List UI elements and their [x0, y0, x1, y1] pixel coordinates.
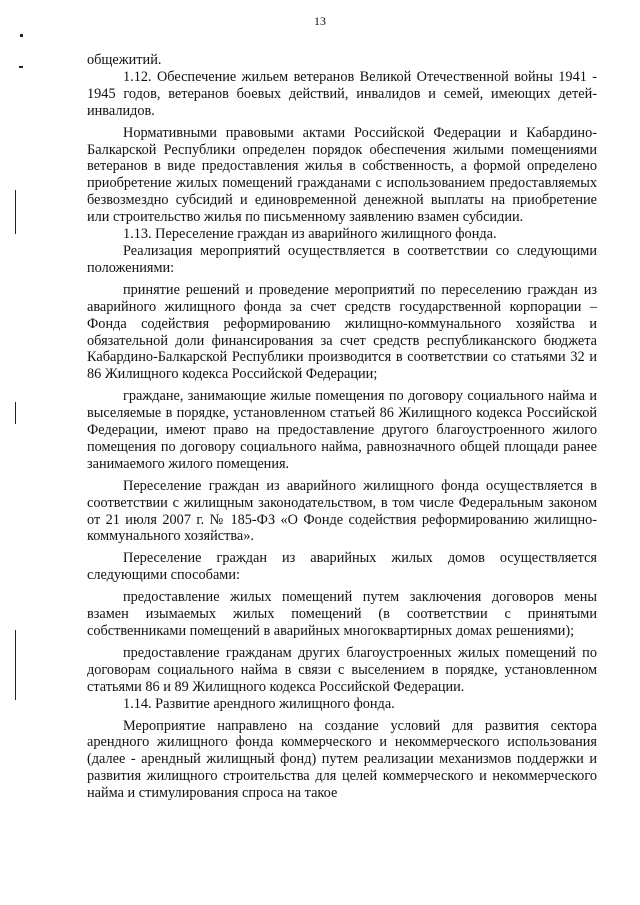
- list-item: предоставление гражданам других благоустроенных жилых помещений по договорам социального найма в связи с выселением в порядке, установленном статьями 86 и 89 Жилищного кодекса Российской Федерации.: [87, 644, 597, 695]
- document-body: [87, 52, 597, 802]
- paragraph: Переселение граждан из аварийных жилых домов осуществляется следующими способами:: [87, 550, 597, 584]
- scan-mark: [15, 402, 16, 424]
- section-heading-1-12: 1.12. Обеспечение жильем ветеранов Великой Отечественной войны 1941 - 1945 годов, ветеранов боевых действий, инвалидов и семей, имеющих детей-инвалидов.: [87, 68, 597, 119]
- list-item: принятие решений и проведение мероприятий по переселению граждан из аварийного жилищного фонда за счет средств государственной корпорации – Фонда содействия реформированию жилищно-коммунального хозяйства и обязательной доли финансирования за счет средств республиканского бюджета Кабардино-Балкарской Республики производится в соответствии со статьями 32 и 86 Жилищного кодекса Российской Федерации;: [87, 281, 597, 383]
- list-item: граждане, занимающие жилые помещения по договору социального найма и выселяемые в порядке, установленном статьей 86 Жилищного кодекса Российской Федерации, имеют право на предоставление другого благоустроенного жилого помещения по договору социального найма, равнозначного общей площади ранее занимаемого жилого помещения.: [87, 388, 597, 472]
- paragraph: Реализация мероприятий осуществляется в соответствии со следующими положениями:: [87, 242, 597, 276]
- section-heading-1-14: 1.14. Развитие арендного жилищного фонда.: [123, 695, 395, 712]
- paragraph-continuation: общежитий.: [87, 52, 162, 68]
- list-item: предоставление жилых помещений путем заключения договоров мены взамен изымаемых жилых помещений (в соответствии с принятыми собственниками помещений в аварийных многоквартирных домах решениями);: [87, 589, 597, 639]
- page-number: 13: [314, 14, 326, 28]
- scan-mark: [20, 34, 23, 37]
- scan-mark: [15, 630, 16, 700]
- scan-mark: [15, 190, 16, 234]
- paragraph: Переселение граждан из аварийного жилищного фонда осуществляется в соответствии с жилищным законодательством, в том числе Федеральным законом от 21 июля 2007 г. № 185-ФЗ «О Фонде содействия реформированию жилищно-коммунального хозяйства».: [87, 477, 597, 545]
- paragraph: Нормативными правовыми актами Российской Федерации и Кабардино-Балкарской Республики определен порядок обеспечения жилыми помещениями ветеранов в виде предоставления жилья в собственность, а формой определено приобретение жилых помещений гражданами с использованием предоставляемых безвозмездно субсидий и единовременной денежной выплаты на приобретение или строительство жилья по письменному заявлению взамен субсидии.: [87, 124, 597, 226]
- scan-mark: [19, 66, 23, 68]
- paragraph: Мероприятие направлено на создание условий для развития сектора арендного жилищного фонда коммерческого и некоммерческого использования (далее - арендный жилищный фонд) путем реализации механизмов поддержки и развития жилищного строительства для целей коммерческого и некоммерческого найма и стимулирования спроса на такое: [87, 717, 597, 802]
- section-heading-1-13: 1.13. Переселение граждан из аварийного жилищного фонда.: [123, 226, 497, 243]
